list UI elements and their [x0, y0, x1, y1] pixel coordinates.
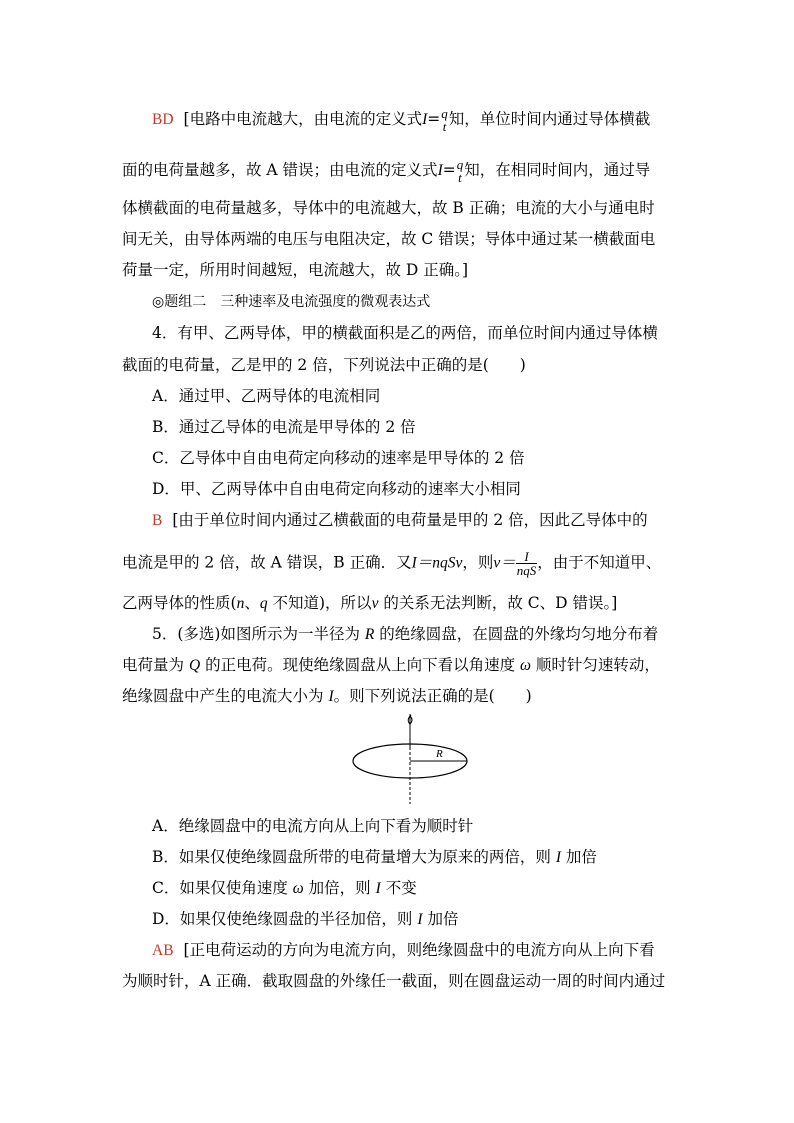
q4-answer-line-1: B [由于单位时间内通过乙横截面的电荷量是甲的 2 倍，因此乙导体中的 [152, 511, 648, 529]
q5-answer-line-1: AB [正电荷运动的方向为电流方向，则绝缘圆盘中的电流方向从上向下看 [152, 941, 655, 959]
answer-label: AB [152, 942, 174, 959]
q5-stem-line-3: 绝缘圆盘中产生的电流大小为 I。则下列说法正确的是( ) [122, 687, 532, 705]
answer-label: B [152, 512, 163, 529]
fraction-q-over-t: q t [441, 106, 448, 134]
q5-option-b: B．如果仅使绝缘圆盘所带的电荷量增大为原来的两倍，则 I 加倍 [152, 848, 597, 866]
section-title: ◎题组二 三种速率及电流强度的微观表达式 [152, 294, 431, 310]
rotating-disk-figure [340, 712, 490, 808]
q5-stem-line-2: 电荷量为 Q 的正电荷。现使绝缘圆盘从上向下看以角速度 ω 顺时针匀速转动， [122, 656, 660, 674]
answer-label: BD [152, 111, 174, 128]
q3-answer-line-5: 荷量一定，所用时间越短，电流越大，故 D 正确。] [122, 261, 469, 279]
q5-option-d: D．如果仅使绝缘圆盘的半径加倍，则 I 加倍 [152, 910, 459, 928]
q5-answer-line-2: 为顺时针，A 正确．截取圆盘的外缘任一截面，则在圆盘运动一周的时间内通过 [122, 972, 666, 990]
q4-answer-line-2: 电流是甲的 2 倍，故 A 错误，B 正确．又I＝nqSv，则v＝ $\frac{I}{\text{nqS}}$ ，由于不知道甲、 [122, 549, 662, 578]
q4-stem-line-2: 截面的电荷量，乙是甲的 2 倍，下列说法中正确的是( ) [122, 356, 526, 374]
q5-option-c: C．如果仅使角速度 ω 加倍，则 I 不变 [152, 879, 417, 897]
q4-answer-line-3: 乙两导体的性质(n、q 不知道)，所以v 的关系无法判断，故 C、D 错误。] [122, 594, 618, 612]
fraction-i-over-nqs: $\frac{I}{\text{nqS}}$ [516, 549, 537, 578]
q3-answer-line-1: BD [电路中电流越大，由电流的定义式I= q t 知，单位时间内通过导体横截 [152, 106, 651, 134]
q4-stem-line-1: 4．有甲、乙两导体，甲的横截面积是乙的两倍，而单位时间内通过导体横 [152, 324, 658, 342]
q5-stem-line-1: 5．(多选)如图所示为一半径为 R 的绝缘圆盘，在圆盘的外缘均匀地分布着 [152, 625, 659, 643]
fraction-q-over-t: q t [456, 157, 464, 185]
q4-option-c: C．乙导体中自由电荷定向移动的速率是甲导体的 2 倍 [152, 449, 525, 467]
q3-answer-line-2: 面的电荷量越多，故 A 错误；由电流的定义式I= q t 知，在相同时间内，通过导 [122, 157, 651, 185]
q4-option-a: A．通过甲、乙两导体的电流相同 [152, 387, 381, 405]
q3-answer-line-3: 体横截面的电荷量越多，导体中的电流越大，故 B 正确；电流的大小与通电时 [122, 199, 655, 217]
q4-option-d: D．甲、乙两导体中自由电荷定向移动的速率大小相同 [152, 480, 521, 498]
q3-answer-line-4: 间无关，由导体两端的电压与电阻决定，故 C 错误；导体中通过某一横截面电 [122, 230, 656, 248]
q5-option-a: A．绝缘圆盘中的电流方向从上向下看为顺时针 [152, 817, 474, 835]
radius-label: R [436, 748, 443, 760]
q4-option-b: B．通过乙导体的电流是甲导体的 2 倍 [152, 418, 416, 436]
